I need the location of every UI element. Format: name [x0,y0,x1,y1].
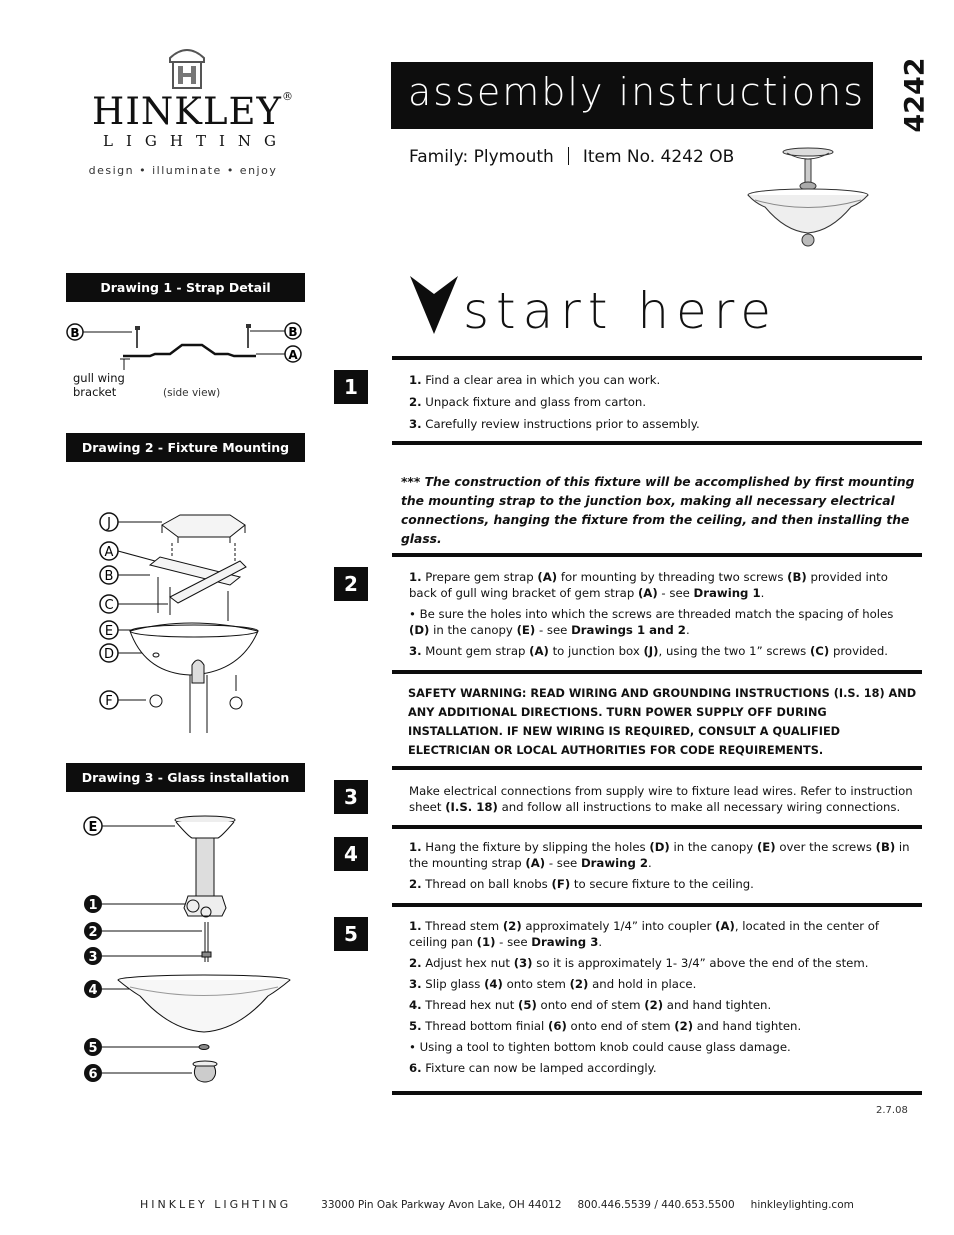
gull-wing-bracket-label [73,371,125,399]
footer [140,1198,854,1211]
divider-rule [392,766,922,770]
bracket-text: bracket [73,385,117,399]
divider-rule [392,1091,922,1095]
callout-j-label: J [107,516,111,531]
step-5-badge: 5 [334,917,368,951]
callout-b-left-label: B [70,326,80,340]
step-2-item: 3. Mount gem strap (A) to junction box (J), using the two 1” screws (C) provided. [409,644,888,658]
step-3-badge: 3 [334,780,368,814]
callout-5-label: 5 [88,1041,98,1056]
step-5-item: 3. Slip glass (4) onto stem (2) and hold in place. [409,977,697,991]
start-here-heading: start here [463,282,779,340]
drawing-2-label: Drawing 2 - Fixture Mounting [66,433,305,462]
callout-2-label: 2 [88,925,98,940]
drawing-1-label: Drawing 1 - Strap Detail [66,273,305,302]
brand-tagline: design • illuminate • enjoy [88,164,278,177]
lantern-logo-icon [164,44,210,90]
step-2-item: 1. Prepare gem strap (A) for mounting by threading two screws (B) provided into back of gull wing bracket of gem strap (A) - see Drawing 1. [409,570,888,600]
divider-rule [392,825,922,829]
footer-address: 33000 Pin Oak Parkway Avon Lake, OH 44012 [321,1199,562,1211]
footer-website[interactable]: hinkleylighting.com [750,1199,854,1211]
step-2-instructions [409,569,917,664]
step-3-instructions [409,783,917,820]
step-5-item: • Using a tool to tighten bottom knob could cause glass damage. [409,1040,791,1054]
step-1-instructions [409,372,917,438]
step-1-item: 1. Find a clear area in which you can work. [409,373,661,387]
brand-name: HINKLEY® [92,90,294,133]
step-1-badge: 1 [334,370,368,404]
divider-rule [392,553,922,557]
callout-f-label: F [105,694,113,709]
start-arrow-icon [410,276,458,334]
item-number: Item No. 4242 OB [582,147,735,167]
model-number: 4242 [899,57,931,133]
callout-1-label: 1 [88,898,98,913]
model-number-vertical [880,57,950,133]
gull-wing-text: gull wing [73,371,125,385]
callout-e-label: E [88,820,98,835]
step-5-instructions [409,918,917,1081]
callout-e-label: E [104,624,114,639]
company-logo [78,44,308,184]
title-bar [391,62,873,129]
callout-c-label: C [104,598,114,613]
safety-warning: SAFETY WARNING: READ WIRING AND GROUNDING INSTRUCTIONS (I.S. 18) AND ANY ADDITIONAL DIRECTIONS. TURN POWER SUPPLY OFF DURING INSTALLATION. IF NEW WIRING IS REQUIRED, CONSULT A QUALIFIED ELECTRICIAN OR LOCAL AUTHORITIES FOR CODE REQUIREMENTS. [408,687,917,757]
step-4-badge: 4 [334,837,368,871]
step-1-item: 2. Unpack fixture and glass from carton. [409,395,647,409]
family-name: Family: Plymouth [409,147,554,167]
callout-a-label: A [104,545,114,560]
step-3-item: Make electrical connections from supply wire to fixture lead wires. Refer to instruction sheet (I.S. 18) and follow all instructions to make all necessary wiring connections. [409,784,913,814]
callout-b-label: B [104,569,114,584]
step-5-item: 6. Fixture can now be lamped accordingly. [409,1061,657,1075]
step-2-badge: 2 [334,567,368,601]
step-5-item: 4. Thread hex nut (5) onto end of stem (2) and hand tighten. [409,998,772,1012]
callout-a-label: A [288,348,298,362]
callout-d-label: D [103,647,115,662]
brand-sub: LIGHTING [103,132,289,150]
divider [568,147,569,165]
callout-3-label: 3 [88,950,98,965]
drawing-3-glass-installation [80,812,300,1092]
family-line [409,147,734,167]
revision-date: 2.7.08 [876,1105,908,1116]
step-4-item: 2. Thread on ball knobs (F) to secure fixture to the ceiling. [409,877,754,891]
drawing-3-label: Drawing 3 - Glass installation [66,763,305,792]
drawing-2-fixture-mounting [90,505,290,740]
page-title: assembly instructions [408,70,866,114]
footer-brand: HINKLEY LIGHTING [140,1198,292,1211]
divider-rule [392,903,922,907]
callout-6-label: 6 [88,1067,98,1082]
callout-b-right-label: B [288,325,298,339]
divider-rule [392,670,922,674]
step-2-item: • Be sure the holes into which the screws are threaded match the spacing of holes (D) in the canopy (E) - see Drawings 1 and 2. [409,607,894,637]
step-5-item: 2. Adjust hex nut (3) so it is approximately 1- 3/4” above the end of the stem. [409,956,869,970]
side-view-label: (side view) [163,387,221,399]
step-1-item: 3. Carefully review instructions prior to assembly. [409,417,700,431]
divider-rule [392,356,922,360]
footer-phone: 800.446.5539 / 440.653.5500 [577,1199,735,1211]
fixture-product-image [745,145,871,270]
step-4-item: 1. Hang the fixture by slipping the holes (D) in the canopy (E) over the screws (B) in the mounting strap (A) - see Drawing 2. [409,840,910,870]
step-5-item: 5. Thread bottom finial (6) onto end of stem (2) and hand tighten. [409,1019,802,1033]
step-4-instructions [409,839,917,897]
construction-note: *** The construction of this fixture will be accomplished by first mounting the mounting strap to the junction box, making all necessary electrical connections, hanging the fixture from the ceiling, and then installing the glass. [401,475,915,546]
step-5-item: 1. Thread stem (2) approximately 1/4” into coupler (A), located in the center of ceiling pan (1) - see Drawing 3. [409,919,880,949]
divider-rule [392,441,922,445]
callout-4-label: 4 [88,983,98,998]
